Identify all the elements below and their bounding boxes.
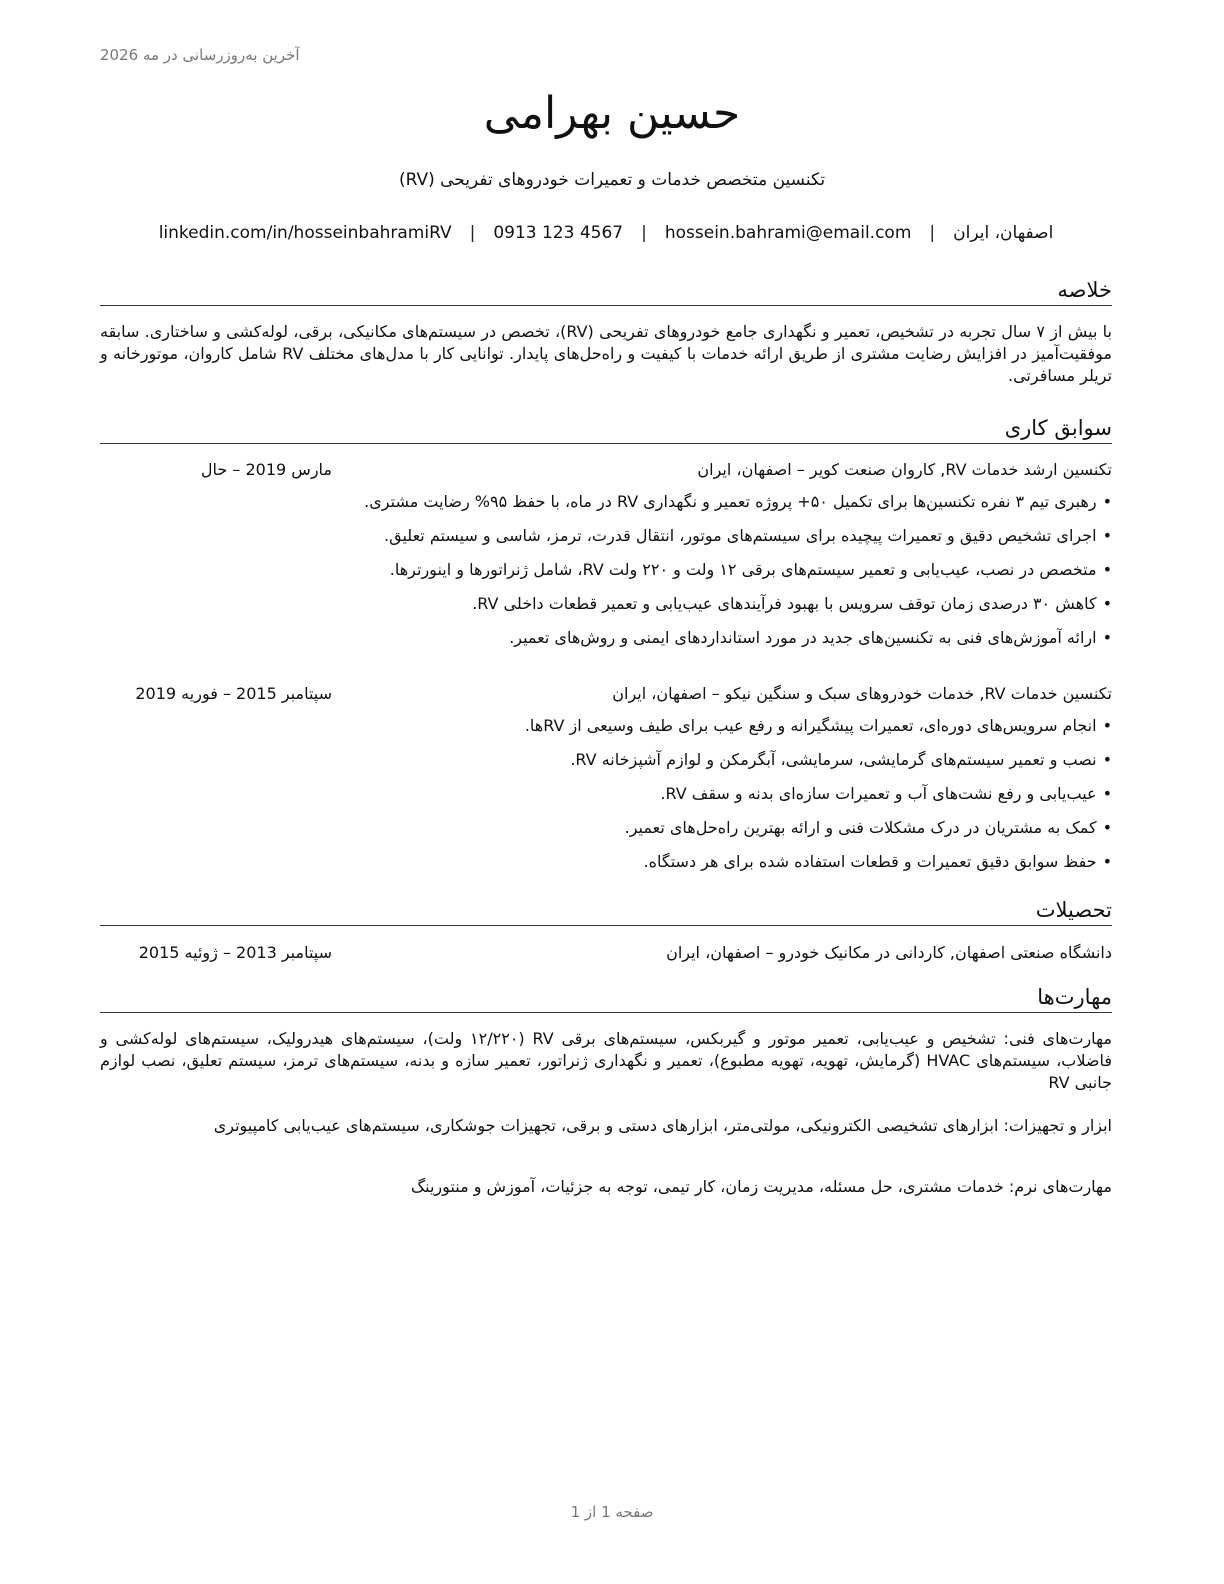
- job-bullets: [100, 491, 1112, 661]
- section-title-experience: سوابق کاری: [100, 414, 1112, 444]
- last-updated-note: آخرین به‌روزرسانی در مه 2026: [100, 46, 300, 64]
- skills-soft: مهارت‌های نرم: خدمات مشتری، حل مسئله، مدیریت زمان، کار تیمی، توجه به جزئیات، آموزش و منتورینگ: [410, 1177, 1112, 1196]
- contact-separator: |: [469, 223, 476, 243]
- page-number: صفحه 1 از 1: [570, 1503, 654, 1521]
- list-item: • اجرای تشخیص دقیق و تعمیرات پیچیده برای سیستم‌های موتور، انتقال قدرت، ترمز، شاسی و سیستم تعلیق.: [100, 525, 1112, 559]
- contact-email[interactable]: hossein.bahrami@email.com: [664, 223, 912, 243]
- list-item: • متخصص در نصب، عیب‌یابی و تعمیر سیستم‌های برقی ۱۲ ولت و ۲۲۰ ولت RV، شامل ژنراتورها و اینورترها.: [100, 559, 1112, 593]
- list-item: • حفظ سوابق دقیق تعمیرات و قطعات استفاده شده برای هر دستگاه.: [100, 851, 1112, 885]
- candidate-title: تکنسین متخصص خدمات و تعمیرات خودروهای تفریحی (RV): [398, 170, 826, 190]
- job-heading: [100, 458, 1112, 482]
- list-item: • نصب و تعمیر سیستم‌های گرمایشی، سرمایشی، آبگرمکن و لوازم آشپزخانه RV.: [100, 749, 1112, 783]
- section-title-education: تحصیلات: [100, 896, 1112, 926]
- candidate-name: حسین بهرامی: [483, 88, 741, 139]
- list-item: • رهبری تیم ۳ نفره تکنسین‌ها برای تکمیل ۵۰+ پروژه تعمیر و نگهداری RV در ماه، با حفظ ۹۵% رضایت مشتری.: [100, 491, 1112, 525]
- job-heading: [100, 682, 1112, 706]
- list-item: • انجام سرویس‌های دوره‌ای، تعمیرات پیشگیرانه و رفع عیب برای طیف وسیعی از RVها.: [100, 715, 1112, 749]
- list-item: • کمک به مشتریان در درک مشکلات فنی و ارائه بهترین راه‌حل‌های تعمیر.: [100, 817, 1112, 851]
- skills-tools: ابزار و تجهیزات: ابزارهای تشخیصی الکترونیکی، مولتی‌متر، ابزارهای دستی و برقی، تجهیزات جوشکاری، سیستم‌های عیب‌یابی کامپیوتری: [213, 1116, 1112, 1135]
- job-bullets: [100, 715, 1112, 885]
- section-title-summary: خلاصه: [100, 276, 1112, 306]
- summary-text: با بیش از ۷ سال تجربه در تشخیص، تعمیر و نگهداری جامع خودروهای تفریحی (RV)، تخصص در سیستم‌های مکانیکی، برقی، لوله‌کشی و ساختاری. سابقه موفقیت‌آمیز در افزایش رضایت مشتری از طریق ارائه خدمات با کیفیت و راه‌حل‌های پایدار. توانایی کار با مدل‌های مختلف RV شامل کاروان، موتورخانه و تریلر مسافرتی.: [100, 322, 1113, 385]
- section-title-skills: مهارت‌ها: [100, 983, 1112, 1013]
- job-title: تکنسین خدمات RV, خدمات خودروهای سبک و سنگین نیکو – اصفهان، ایران: [612, 684, 1112, 703]
- education-degree: دانشگاه صنعتی اصفهان, کاردانی در مکانیک خودرو – اصفهان، ایران: [666, 943, 1112, 962]
- list-item: • کاهش ۳۰ درصدی زمان توقف سرویس با بهبود فرآیندهای عیب‌یابی و تعمیر قطعات داخلی RV.: [100, 593, 1112, 627]
- contact-separator: |: [929, 223, 936, 243]
- education-dates: سپتامبر 2013 – ژوئیه 2015: [138, 943, 332, 962]
- job-dates: سپتامبر 2015 – فوریه 2019: [135, 684, 332, 703]
- job-dates: مارس 2019 – حال: [200, 460, 332, 479]
- list-item: • عیب‌یابی و رفع نشت‌های آب و تعمیرات سازه‌ای بدنه و سقف RV.: [100, 783, 1112, 817]
- contact-location: اصفهان، ایران: [953, 223, 1054, 243]
- contact-phone[interactable]: 0913 123 4567: [493, 223, 624, 243]
- skills-technical: مهارت‌های فنی: تشخیص و عیب‌یابی، تعمیر موتور و گیربکس، سیستم‌های برقی RV (۱۲/۲۲۰ ولت)، سیستم‌های هیدرولیک، سیستم‌های لوله‌کشی و فاضلاب، سیستم‌های HVAC (گرمایش، تهویه، تهویه مطبوع)، تعمیر و نگهداری ژنراتور، تعمیر سازه و بدنه، سیستم‌های ترمز، سیستم تعلیق، نصب لوازم جانبی RV: [100, 1029, 1113, 1092]
- education-heading: [100, 941, 1112, 965]
- contact-linkedin[interactable]: linkedin.com/in/hosseinbahramiRV: [158, 223, 452, 243]
- contact-line: [100, 223, 1112, 243]
- contact-separator: |: [641, 223, 647, 243]
- list-item: • ارائه آموزش‌های فنی به تکنسین‌های جدید در مورد استانداردهای ایمنی و روش‌های تعمیر.: [100, 627, 1112, 661]
- job-title: تکنسین ارشد خدمات RV, کاروان صنعت کویر – اصفهان، ایران: [697, 460, 1112, 479]
